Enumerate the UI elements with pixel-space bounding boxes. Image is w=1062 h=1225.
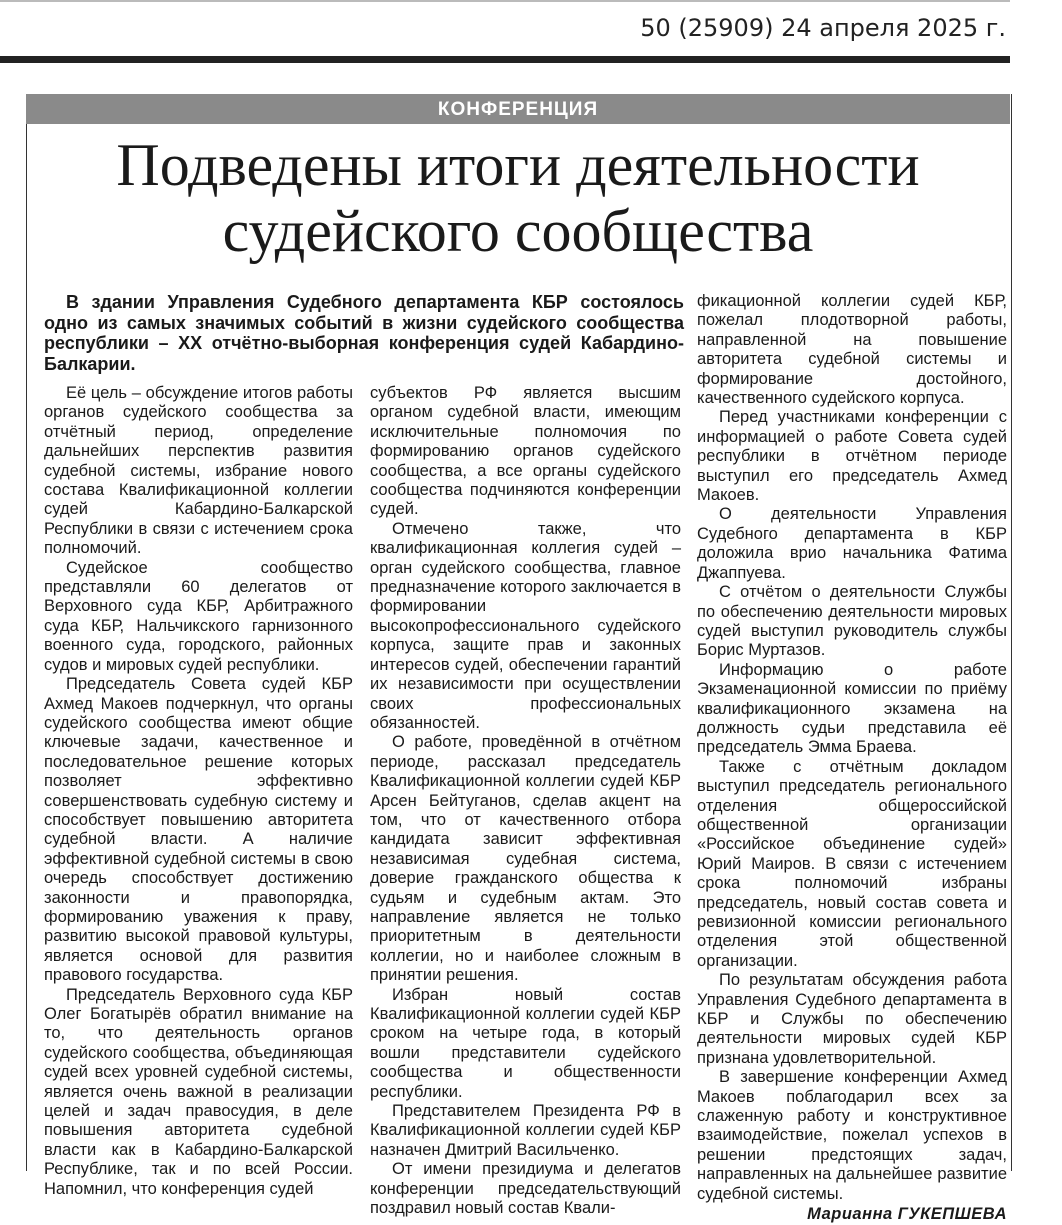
issue-number-date: 50 (25909) 24 апреля 2025 г. — [640, 14, 1006, 42]
header-rule — [0, 56, 1010, 63]
paragraph: По результатам обсуждения работа Управления Судебного департамента в КБР и Службы по обеспечению деятельности мировых судей КБР признана удовлетворительной. — [697, 971, 1007, 1067]
paragraph: Информацию о работе Экзаменационной комиссии по приёму квалификационного экзамена на должность судьи представила её председатель Эмма Браева. — [697, 660, 1007, 757]
paragraph: Представителем Президента РФ в Квалификационной коллегии судей КБР назначен Дмитрий Васильченко. — [370, 1102, 681, 1159]
paragraph: Судейское сообщество представляли 60 делегатов от Верховного суда КБР, Арбитражного суда КБР, Нальчикского гарнизонного военного суда, городского, районных судов и мировых судей республики. — [44, 558, 353, 674]
column-3 — [697, 292, 1007, 1225]
paragraph: О работе, проведённой в отчётном периоде, рассказал председатель Квалификационной коллегии судей КБР Арсен Бейтуганов, сделав акцент на том, что от качественного отбора кандидата зависит эффективная независимая судебная система, доверие гражданского общества к судьям и судебным актам. Это направление является не только приоритетным в деятельности коллегии, но и наиболее сложным в принятии решения. — [370, 733, 681, 985]
paragraph: Также с отчётным докладом выступил председатель регионального отделения общероссийской общественной организации «Российское объединение судей» Юрий Маиров. В связи с истечением срока полномочий избраны председатель, новый состав совета и ревизионной комиссии регионального отделения этой общественной организации. — [697, 757, 1007, 970]
paragraph-continuation: субъектов РФ является высшим органом судебной власти, имеющим исключительные полномочия по формированию органов судейского сообщества, а все органы судейского сообщества подчиняются конференции судей. — [370, 384, 681, 519]
paragraph: Перед участниками конференции с информацией о работе Совета судей республики в отчётном периоде выступил его председатель Ахмед Макоев. — [697, 408, 1007, 505]
paragraph: О деятельности Управления Судебного департамента в КБР доложила врио начальника Фатима Джаппуева. — [697, 505, 1007, 582]
paragraph: Председатель Верховного суда КБР Олег Богатырёв обратил внимание на то, что деятельность органов судейского сообщества, объединяющая судей всех уровней судебной системы, является очень важной в реализации целей и задач правосудия, в деле повышения авторитета судебной власти как в Кабардино-Балкарской Республике, так и по всей России. Напомнил, что конференция судей — [44, 985, 353, 1198]
top-border-line — [0, 0, 1010, 2]
column-1 — [44, 384, 353, 1199]
headline-line-1: Подведены итоги деятельности — [116, 132, 920, 198]
paragraph-continuation: фикационной коллегии судей КБР, пожелал плодотворной работы, направленной на повышение авторитета судебной системы и формирование достойного, качественного судейского корпуса. — [697, 292, 1007, 408]
paragraph: С отчётом о деятельности Службы по обеспечению деятельности мировых судей выступил руководитель службы Борис Муртазов. — [697, 583, 1007, 660]
paragraph: Отмечено также, что квалификационная коллегия судей – орган судейского сообщества, главное предназначение которого заключается в формировании высокопрофессионального судейского корпуса, защите прав и законных интересов судей, обеспечении гарантий их независимости при осуществлении своих профессиональных обязанностей. — [370, 519, 681, 732]
author-signature: Марианна ГУКЕПШЕВА — [807, 1205, 1007, 1224]
rubric-label: КОНФЕРЕНЦИЯ — [26, 94, 1010, 124]
paragraph: Избран новый состав Квалификационной коллегии судей КБР сроком на четыре года, в который вошли представители судейского сообщества и общественности республики. — [370, 985, 681, 1101]
paragraph: Её цель – обсуждение итогов работы органов судейского сообщества за отчётный период, определение дальнейших перспектив развития судебной системы, избрание нового состава Квалификационной коллегии судей Кабардино-Балкарской Республики в связи с истечением срока полномочий. — [44, 384, 353, 558]
article-lead: В здании Управления Судебного департамента КБР состоялось одно из самых значимых событий в жизни судейского сообщества республики – ХХ отчётно-выборная конференция судей Кабардино-Балкарии. — [44, 292, 684, 374]
paragraph: От имени президиума и делегатов конференции председательствующий поздравил новый состав Квали- — [370, 1160, 681, 1218]
headline-line-2: судейского сообщества — [222, 198, 814, 264]
column-2 — [370, 384, 681, 1218]
paragraph: В завершение конференции Ахмед Макоев поблагодарил всех за слаженную работу и конструктивное взаимодействие, пожелал успехов в решении предстоящих задач, направленных на дальнейшее развитие судебной системы. — [697, 1068, 1007, 1203]
paragraph: Председатель Совета судей КБР Ахмед Макоев подчеркнул, что органы судейского сообщества имеют общие ключевые задачи, качественное и последовательное решение которых позволяет эффективно совершенствовать судебную систему и способствует повышению авторитета судебной власти. А наличие эффективной судебной системы в свою очередь способствует достижению законности и правопорядка, формированию уважения к праву, развитию высокой правовой культуры, является основой для развития правового государства. — [44, 675, 353, 985]
article-headline — [26, 132, 1010, 264]
